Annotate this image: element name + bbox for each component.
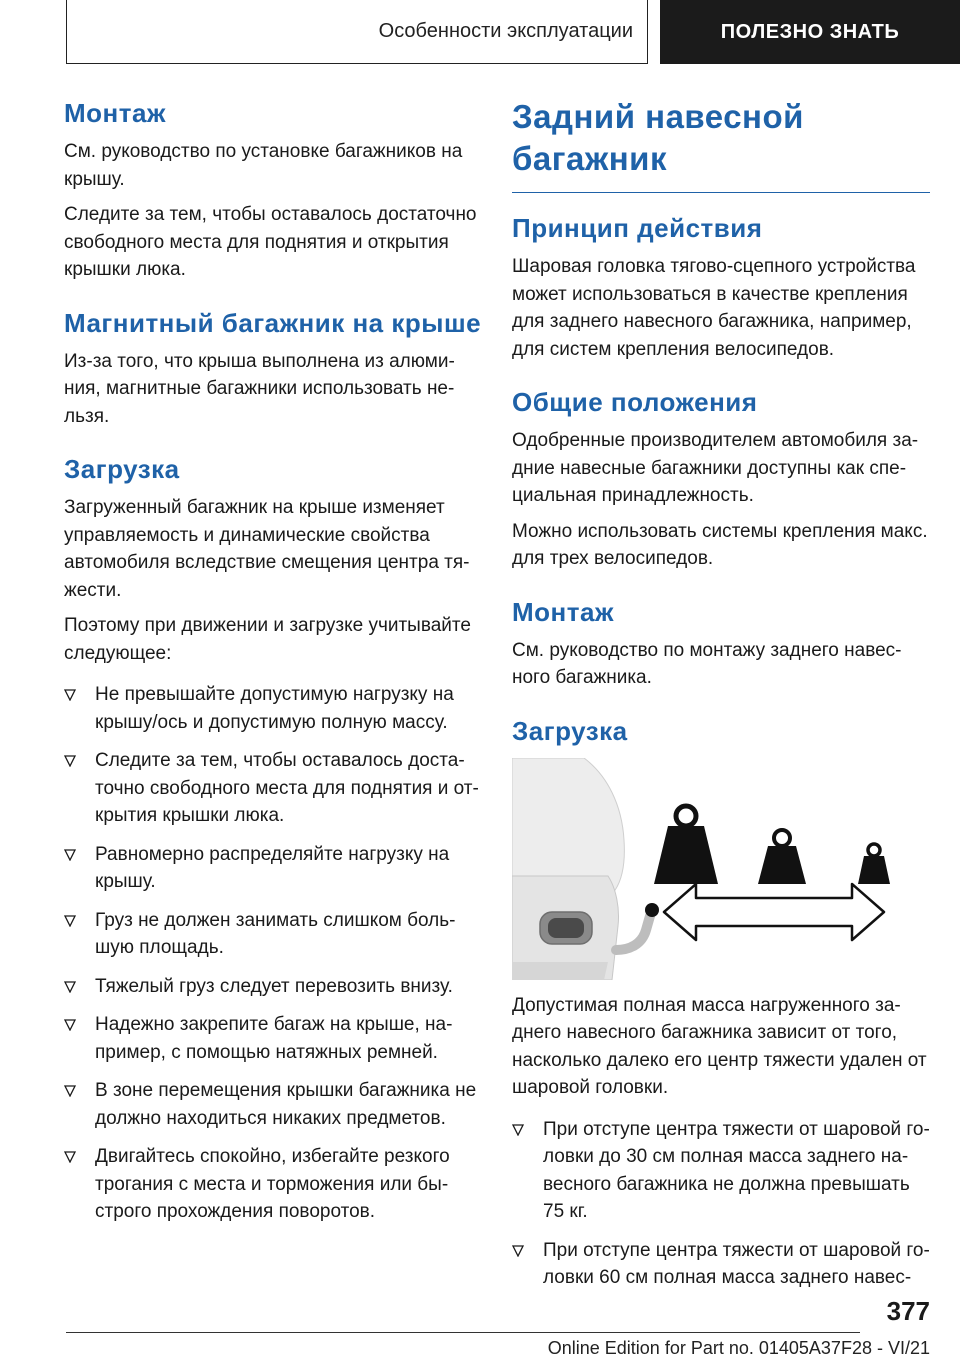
principle-paragraph: Шаровая головка тягово-сцепного устройства может использоваться в качестве крепления для заднего навесного багажника, например, для систем крепления велосипедов. — [512, 256, 916, 360]
load-bullet-list — [64, 681, 482, 1226]
general-paragraph-2: Можно использовать системы крепления макс. для трех велосипедов. — [512, 520, 928, 569]
list-item: Груз не должен занимать слишком большую площадь. — [64, 907, 482, 962]
main-heading — [512, 96, 930, 180]
list-item: Надежно закрепите багаж на крыше, например, с помощью натяжных ремней. — [64, 1011, 482, 1066]
mount-paragraph-1: См. руководство по установке багажников на крышу. — [64, 141, 463, 190]
chapter-tab[interactable] — [660, 0, 960, 64]
triangle-bullet-icon — [64, 1151, 76, 1163]
list-item: Равномерно распределяйте нагрузку на крышу. — [64, 841, 482, 896]
footer-edition: Online Edition for Part no. 01405A37F28 - VI/21 — [547, 1338, 930, 1358]
general-heading: Общие положения — [512, 387, 758, 417]
section-header — [66, 0, 648, 64]
right-column — [512, 96, 930, 1303]
footer-divider — [66, 1332, 860, 1333]
triangle-bullet-icon — [64, 849, 76, 861]
load-heading: Загрузка — [64, 454, 180, 484]
list-item: Двигайтесь спокойно, избегайте резкого трогания с места и торможения или быстрого прохождения поворотов. — [64, 1143, 482, 1226]
triangle-bullet-icon — [64, 1019, 76, 1031]
triangle-bullet-icon — [64, 689, 76, 701]
mount-heading: Монтаж — [64, 98, 166, 128]
left-column — [64, 96, 482, 1237]
mount-paragraph-2: Следите за тем, чтобы оставалось достаточно свободного места для поднятия и открытия крышки люка. — [64, 204, 477, 280]
main-heading-line-1: Задний навесной — [512, 98, 804, 135]
heading-divider — [512, 192, 930, 193]
page-number: 377 — [886, 1296, 930, 1326]
triangle-bullet-icon — [512, 1245, 524, 1257]
list-item: При отступе центра тяжести от шаровой головки 60 см полная масса заднего навес- — [512, 1237, 930, 1292]
list-item: Не превышайте допустимую нагрузку на крышу/ось и допустимую полную массу. — [64, 681, 482, 736]
load-paragraph-1: Загруженный багажник на крыше изменяет управляемость и динамические свойства автомобиля вследствие смещения центра тяжести. — [64, 497, 470, 601]
section-title: Особенности эксплуатации — [378, 20, 633, 42]
tow-hitch-load-illustration — [512, 758, 930, 980]
triangle-bullet-icon — [64, 755, 76, 767]
triangle-bullet-icon — [64, 981, 76, 993]
triangle-bullet-icon — [64, 1085, 76, 1097]
list-item: Следите за тем, чтобы оставалось достаточно свободного места для поднятия и открытия крышки люка. — [64, 747, 482, 830]
load-paragraph-2: Поэтому при движении и загрузке учитывайте следующее: — [64, 615, 471, 664]
list-item: Тяжелый груз следует перевозить внизу. — [64, 973, 482, 1001]
magnet-paragraph: Из-за того, что крыша выполнена из алюминия, магнитные багажники использовать нельзя. — [64, 350, 455, 427]
rear-mount-paragraph: См. руководство по монтажу заднего навесного багажника. — [512, 639, 902, 688]
list-item: В зоне перемещения крышки багажника не должно находиться никаких предметов. — [64, 1077, 482, 1132]
chapter-tab-label: ПОЛЕЗНО ЗНАТЬ — [720, 20, 900, 43]
list-item: При отступе центра тяжести от шаровой головки до 30 см полная масса заднего навесного багажника не должна превышать 75 кг. — [512, 1116, 930, 1226]
triangle-bullet-icon — [64, 915, 76, 927]
rear-load-paragraph: Допустимая полная масса нагруженного заднего навесного багажника зависит от того, насколько далеко его центр тяжести удален от шаровой головки. — [512, 994, 927, 1098]
main-heading-line-2: багажник — [512, 140, 667, 177]
triangle-bullet-icon — [512, 1124, 524, 1136]
rear-load-heading: Загрузка — [512, 715, 628, 746]
rear-mount-heading: Монтаж — [512, 596, 614, 627]
general-paragraph-1: Одобренные производителем автомобиля задние навесные багажники доступны как специальная принадлежность. — [512, 430, 919, 506]
rear-load-bullet-list — [512, 1116, 930, 1292]
magnet-heading: Магнитный багажник на крыше — [64, 307, 482, 338]
principle-heading: Принцип действия — [512, 213, 763, 243]
